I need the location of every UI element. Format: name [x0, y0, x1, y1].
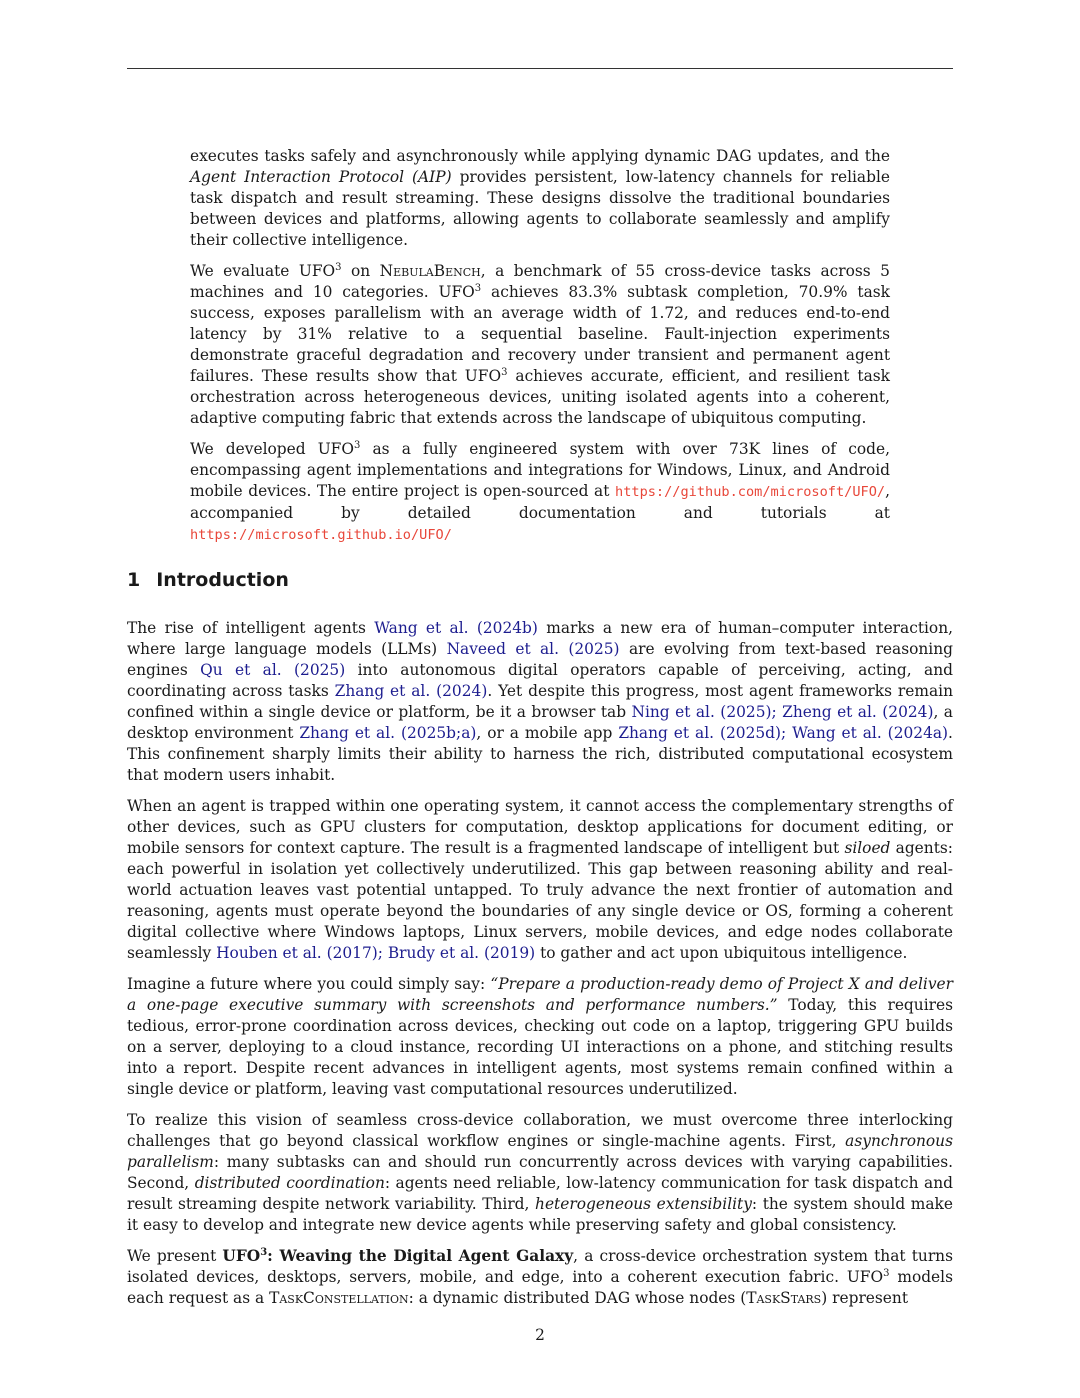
citation-link[interactable]: Zhang et al. (2025b;a): [299, 724, 477, 742]
introduction-body: [127, 618, 953, 1319]
page-number: 2: [535, 1326, 545, 1344]
citation-link[interactable]: Wang et al. (2024a): [792, 724, 949, 742]
abstract-paragraph-2: We evaluate UFO$^3$ on NebulaBench, a benchmark of 55 cross-device tasks across 5 machines and 10 categories. UFO$^3$ achieves 83.3% subtask completion, 70.9% task success, exposes parallelism with an average width of 1.72, and reduces end-to-end latency by 31% relative to a sequential baseline. Fault-injection experiments demonstrate graceful degradation and recovery under transient and permanent agent failures. These results show that UFO$^3$ achieves accurate, efficient, and resilient task orchestration across heterogeneous devices, uniting isolated agents into a coherent, adaptive computing fabric that extends across the landscape of ubiquitous computing.: [190, 261, 890, 427]
citation-link[interactable]: Qu et al. (2025): [200, 661, 346, 679]
system-name: UFO$^3$: Weaving the Digital Agent Galaxy: [222, 1246, 574, 1265]
benchmark-name: NebulaBench: [379, 262, 481, 280]
citation-link[interactable]: Zheng et al. (2024): [782, 703, 934, 721]
section-heading: [127, 569, 289, 591]
section-number: 1: [127, 569, 141, 591]
header-rule: [127, 68, 953, 69]
github-link[interactable]: https://github.com/microsoft/UFO/: [615, 484, 886, 500]
citation-link[interactable]: Zhang et al. (2025d);: [618, 724, 787, 742]
docs-link[interactable]: https://microsoft.github.io/UFO/: [190, 527, 452, 543]
abstract-paragraph-3: We developed UFO$^3$ as a fully engineered system with over 73K lines of code, encompassing agent implementations and integrations for Windows, Linux, and Android mobile devices. The entire project is open-sourced at https://github.com/microsoft/UFO/, accompanied by detailed documentation and tutorials at https://microsoft.github.io/UFO/: [190, 439, 890, 543]
citation-link[interactable]: Naveed et al. (2025): [446, 640, 620, 658]
aip-term: Agent Interaction Protocol (AIP): [190, 168, 452, 186]
vision-quote: “Prepare a production-ready demo of Project X and deliver a one-page executive summary with screenshots and performance numbers.”: [127, 975, 953, 1014]
intro-paragraph-3: Imagine a future where you could simply say: “Prepare a production-ready demo of Project X and deliver a one-page executive summary with screenshots and performance numbers.” Today, this requires tedious, error-prone coordination across devices, checking out code on a laptop, triggering GPU builds on a server, deploying to a cloud instance, recording UI interactions on a phone, and stitching results into a report. Despite recent advances in intelligent agents, most systems remain confined within a single device or platform, leaving vast computational resources underutilized.: [127, 975, 953, 1098]
intro-paragraph-4: To realize this vision of seamless cross-device collaboration, we must overcome three interlocking challenges that go beyond classical workflow engines or single-machine agents. First, asynchronous parallelism: many subtasks can and should run concurrently across devices with varying capabilities. Second, distributed coordination: agents need reliable, low-latency communication for task dispatch and result streaming despite network variability. Third, heterogeneous extensibility: the system should make it easy to develop and integrate new device agents while preserving safety and global consistency.: [127, 1111, 953, 1234]
intro-paragraph-5: We present UFO$^3$: Weaving the Digital Agent Galaxy, a cross-device orchestration system that turns isolated devices, desktops, servers, mobile, and edge, into a coherent execution fabric. UFO$^3$ models each request as a TaskConstellation: a dynamic distributed DAG whose nodes (TaskStars) represent: [127, 1246, 953, 1307]
citation-link[interactable]: Ning et al. (2025);: [631, 703, 777, 721]
citation-link[interactable]: Zhang et al. (2024): [334, 682, 488, 700]
intro-paragraph-1: The rise of intelligent agents Wang et al. (2024b) marks a new era of human–computer interaction, where large language models (LLMs) Naveed et al. (2025) are evolving from text-based reasoning engines Qu et al. (2025) into autonomous digital operators capable of perceiving, acting, and coordinating across tasks Zhang et al. (2024). Yet despite this progress, most agent frameworks remain confined within a single device or platform, be it a browser tab Ning et al. (2025); Zheng et al. (2024), a desktop environment Zhang et al. (2025b;a), or a mobile app Zhang et al. (2025d); Wang et al. (2024a). This confinement sharply limits their ability to harness the rich, distributed computational ecosystem that modern users inhabit.: [127, 619, 954, 784]
abstract-paragraph-1: executes tasks safely and asynchronously while applying dynamic DAG updates, and the Agent Interaction Protocol (AIP) provides persistent, low-latency channels for reliable task dispatch and result streaming. These designs dissolve the traditional boundaries between devices and platforms, allowing agents to collaborate seamlessly and amplify their collective intelligence.: [190, 147, 890, 249]
intro-paragraph-2: When an agent is trapped within one operating system, it cannot access the complementary strengths of other devices, such as GPU clusters for computation, desktop applications for document editing, or mobile sensors for context capture. The result is a fragmented landscape of intelligent but siloed agents: each powerful in isolation yet collectively underutilized. This gap between reasoning ability and real-world actuation leaves vast potential untapped. To truly advance the next frontier of automation and reasoning, agents must operate beyond the boundaries of any single device or OS, forming a coherent digital collective where Windows laptops, Linux servers, mobile devices, and edge nodes collaborate seamlessly Houben et al. (2017); Brudy et al. (2019) to gather and act upon ubiquitous intelligence.: [127, 797, 953, 962]
abstract: [190, 146, 890, 556]
citation-link[interactable]: Wang et al. (2024b): [374, 619, 538, 637]
citation-link[interactable]: Houben et al. (2017);: [216, 944, 383, 962]
section-title: Introduction: [156, 569, 289, 591]
citation-link[interactable]: Brudy et al. (2019): [387, 944, 536, 962]
